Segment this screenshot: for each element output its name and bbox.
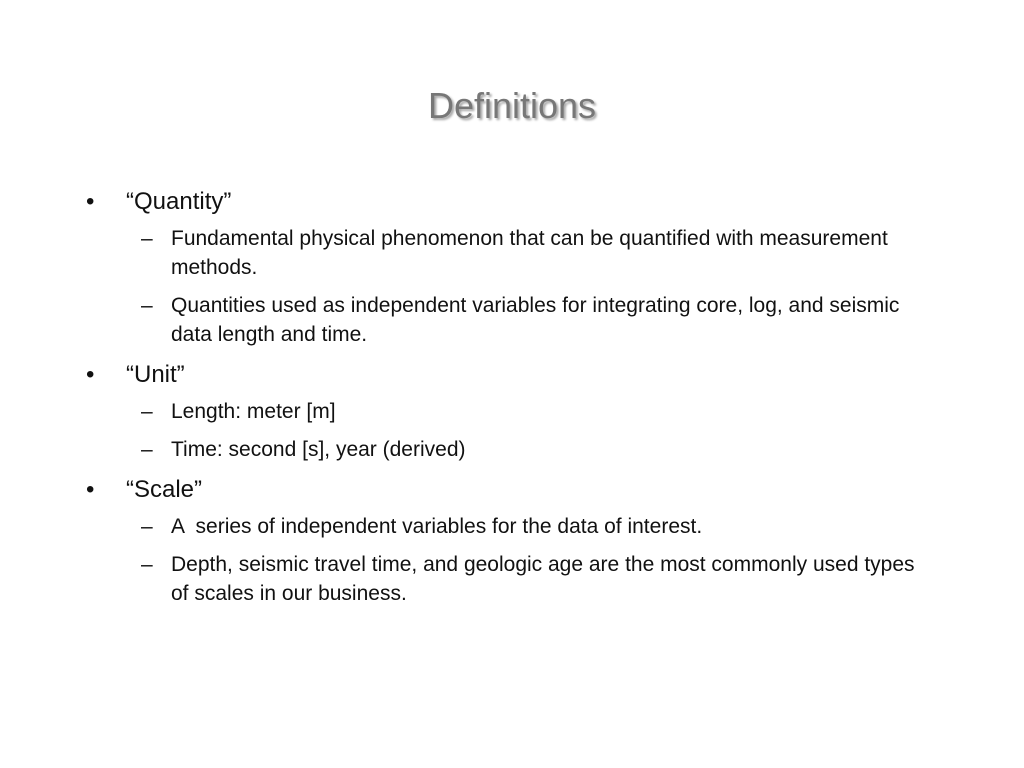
dash-marker: – [141,294,153,317]
sub-item-text: Fundamental physical phenomenon that can be quantified with measurement methods. [171,227,888,279]
dash-marker: – [141,553,153,576]
sub-item-text: Depth, seismic travel time, and geologic age are the most commonly used types of scales in our business. [171,553,915,605]
bullet-text: “Scale” [126,476,203,503]
bullet-text: “Quantity” [126,188,232,215]
sub-item-text: Length: meter [m] [171,400,336,423]
sub-list [126,512,946,608]
sub-list [126,397,946,464]
bullet-unit [86,359,946,464]
dash-marker: – [141,515,153,538]
sub-item [126,291,921,349]
sub-item [126,224,921,282]
bullet-quantity [86,186,946,349]
sub-item [126,550,921,608]
sub-list [126,224,946,349]
bullet-scale [86,474,946,608]
bullet-marker: • [86,476,95,503]
bullet-list [86,186,946,618]
bullet-marker: • [86,188,95,215]
sub-item-text: Quantities used as independent variables for integrating core, log, and seismic data length and time. [171,294,900,346]
bullet-text: “Unit” [126,361,185,388]
dash-marker: – [141,438,153,461]
sub-item [126,397,921,426]
sub-item-text: Time: second [s], year (derived) [171,438,466,461]
slide-title: Definitions [427,85,597,126]
sub-item [126,435,921,464]
dash-marker: – [141,400,153,423]
sub-item [126,512,921,541]
dash-marker: – [141,227,153,250]
bullet-marker: • [86,361,95,388]
sub-item-text: A series of independent variables for the data of interest. [171,515,703,538]
